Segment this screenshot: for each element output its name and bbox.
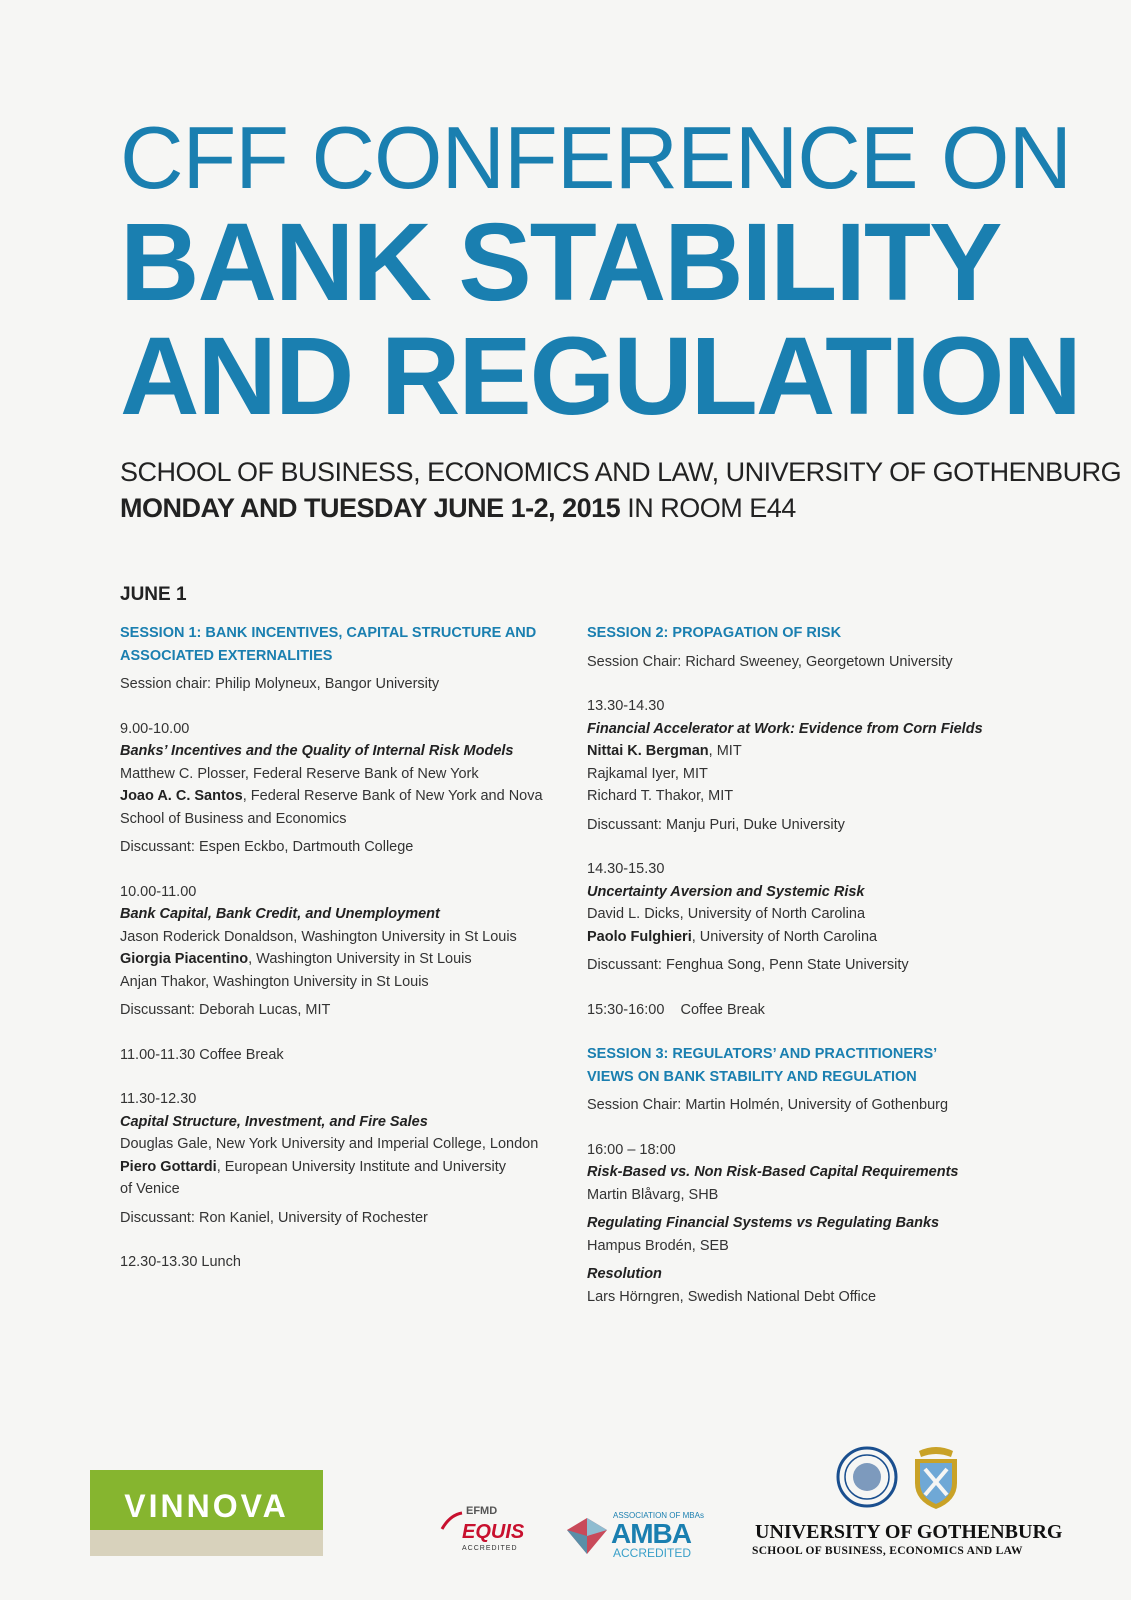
paper-5-time: 14.30-15.30 — [587, 861, 665, 877]
amba-text: AMBA — [611, 1518, 691, 1549]
paper-3-author-1: Douglas Gale, New York University and Imperial College, London — [120, 1136, 539, 1152]
session-1-chair: Session chair: Philip Molyneux, Bangor University — [120, 676, 440, 692]
amba-logo — [565, 1512, 705, 1562]
coffee-break-1: 11.00-11.30 Coffee Break — [120, 1046, 284, 1063]
paper-6-author: Martin Blåvarg, SHB — [587, 1186, 719, 1203]
vinnova-logo-text: VINNOVA — [124, 1488, 289, 1524]
paper-2-author-1: Jason Roderick Donaldson, Washington University in St Louis — [120, 928, 517, 945]
paper-6-title: Risk-Based vs. Non Risk-Based Capital Requirements — [587, 1164, 959, 1180]
title-line-2: BANK STABILITY — [120, 201, 1001, 324]
date-line — [120, 493, 796, 524]
paper-5-author-1: David L. Dicks, University of North Carolina — [587, 906, 866, 922]
equis-text: EQUIS — [462, 1521, 525, 1543]
author-affiliation: , European University Institute and University of Venice — [120, 1158, 507, 1197]
paper-2-discussant: Discussant: Deborah Lucas, MIT — [120, 1002, 331, 1018]
paper-3-discussant: Discussant: Ron Kaniel, University of Rochester — [120, 1209, 428, 1226]
paper-5-author-2 — [587, 926, 1027, 949]
paper-4-discussant: Discussant: Manju Puri, Duke University — [587, 816, 845, 833]
session-2-chair: Session Chair: Richard Sweeney, Georgetown University — [587, 653, 953, 670]
date-bold: MONDAY AND TUESDAY JUNE 1-2, 2015 — [120, 493, 621, 523]
day-heading: JUNE 1 — [120, 584, 187, 605]
session-3-title: SESSION 3: REGULATORS’ AND PRACTITIONERS’ VIEWS ON BANK STABILITY AND REGULATION — [587, 1046, 937, 1085]
author-affiliation: , MIT — [708, 743, 742, 759]
coffee-break-2: 15:30-16:00 Coffee Break — [587, 1001, 765, 1018]
amba-accredited: ACCREDITED — [613, 1546, 692, 1560]
right-column — [587, 622, 1027, 1308]
paper-7-title: Regulating Financial Systems vs Regulating Banks — [587, 1215, 940, 1231]
paper-3-time: 11.30-12.30 — [120, 1091, 197, 1107]
paper-8-title: Resolution — [587, 1266, 662, 1282]
paper-2-author-3: Anjan Thakor, Washington University in St Louis — [120, 973, 429, 990]
amba-diamond-icon — [565, 1516, 609, 1556]
author-affiliation: , Federal Reserve Bank of New York and Nova School of Business and Economics — [120, 788, 543, 827]
paper-1-time: 9.00-10.00 — [120, 720, 190, 737]
session-3-chair: Session Chair: Martin Holmén, University of Gothenburg — [587, 1097, 949, 1113]
left-column — [120, 622, 545, 1274]
room: IN ROOM E44 — [620, 493, 796, 523]
author-name: Paolo Fulghieri — [587, 928, 692, 945]
paper-4-time: 13.30-14.30 — [587, 698, 665, 714]
lunch: 12.30-13.30 Lunch — [120, 1254, 241, 1270]
paper-2-time: 10.00-11.00 — [120, 883, 197, 900]
author-name: Joao A. C. Santos — [120, 788, 243, 804]
paper-2-title: Bank Capital, Bank Credit, and Unemployment — [120, 906, 440, 922]
paper-8-author: Lars Hörngren, Swedish National Debt Office — [587, 1288, 877, 1305]
university-seal-icon — [836, 1446, 898, 1508]
title-line-1: CFF CONFERENCE ON — [120, 108, 1071, 207]
author-affiliation: , University of North Carolina — [691, 928, 878, 945]
equis-accredited: ACCREDITED — [462, 1545, 518, 1552]
session-1-title: SESSION 1: BANK INCENTIVES, CAPITAL STRUCTURE AND ASSOCIATED EXTERNALITIES — [120, 625, 537, 664]
paper-2-author-2 — [120, 948, 545, 971]
paper-4-author-2: Rajkamal Iyer, MIT — [587, 765, 708, 782]
equis-swoosh-icon — [440, 1511, 464, 1535]
author-name: Piero Gottardi — [120, 1158, 217, 1175]
university-crest-icon — [907, 1443, 965, 1511]
school-name: SCHOOL OF BUSINESS, ECONOMICS AND LAW — [752, 1545, 1023, 1557]
paper-5-discussant: Discussant: Fenghua Song, Penn State University — [587, 957, 909, 973]
author-name: Giorgia Piacentino — [120, 951, 249, 967]
paper-3-title: Capital Structure, Investment, and Fire Sales — [120, 1113, 428, 1130]
paper-1-discussant: Discussant: Espen Eckbo, Dartmouth College — [120, 839, 414, 855]
vinnova-logo — [90, 1470, 323, 1556]
paper-4-author-1 — [587, 740, 1027, 763]
paper-7-author: Hampus Brodén, SEB — [587, 1237, 729, 1254]
paper-1-author-2 — [120, 785, 545, 830]
efmd-text: EFMD — [466, 1505, 498, 1517]
author-affiliation: , Washington University in St Louis — [248, 951, 472, 967]
paper-5-title: Uncertainty Aversion and Systemic Risk — [587, 883, 865, 900]
paper-4-author-3: Richard T. Thakor, MIT — [587, 788, 734, 804]
equis-logo — [440, 1505, 525, 1555]
paper-1-title: Banks’ Incentives and the Quality of Internal Risk Models — [120, 743, 514, 759]
university-name: UNIVERSITY OF GOTHENBURG — [755, 1521, 1063, 1543]
session-2-title: SESSION 2: PROPAGATION OF RISK — [587, 625, 842, 641]
venue-line: SCHOOL OF BUSINESS, ECONOMICS AND LAW, UNIVERSITY OF GOTHENBURG — [120, 457, 1122, 487]
paper-6-time: 16:00 – 18:00 — [587, 1141, 676, 1158]
paper-4-title: Financial Accelerator at Work: Evidence from Corn Fields — [587, 720, 983, 737]
paper-1-author-1: Matthew C. Plosser, Federal Reserve Bank of New York — [120, 765, 479, 782]
amba-association: ASSOCIATION OF MBAs — [613, 1511, 704, 1520]
author-name: Nittai K. Bergman — [587, 743, 709, 759]
title-line-3: AND REGULATION — [120, 315, 1080, 438]
paper-3-author-2 — [120, 1156, 510, 1201]
